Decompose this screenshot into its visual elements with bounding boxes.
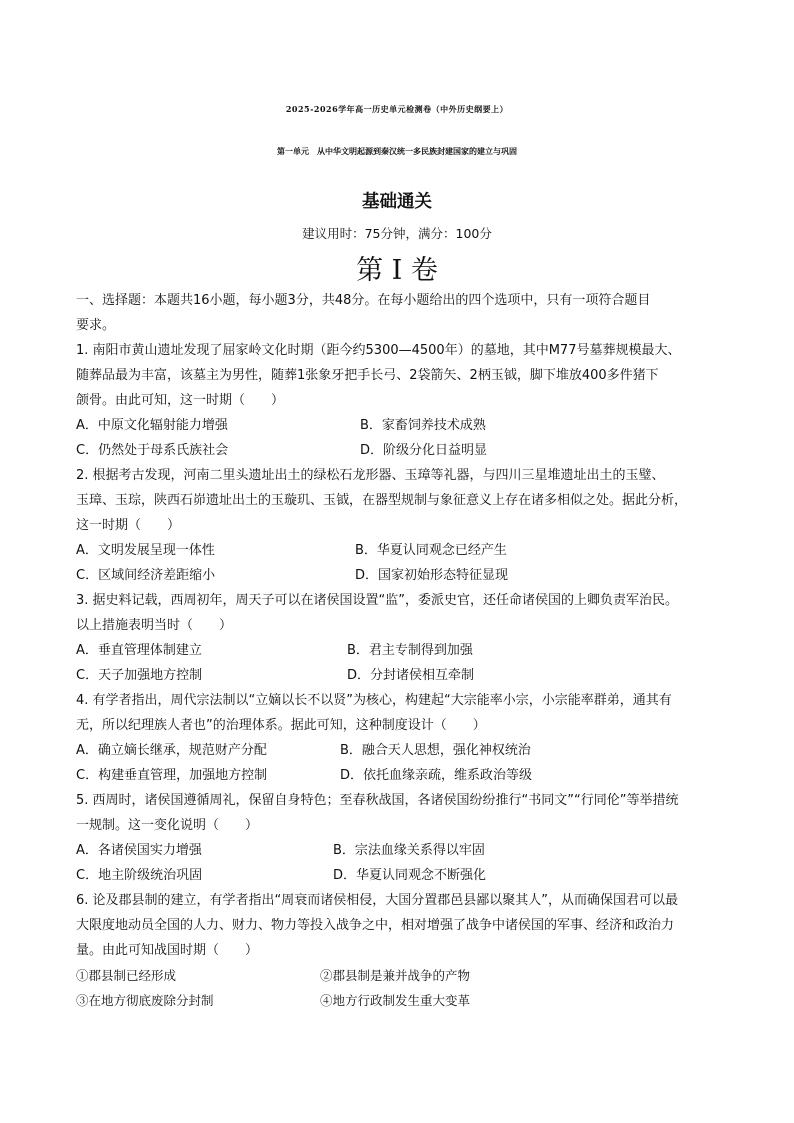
exam-subtitle: 基础通关 bbox=[362, 192, 432, 212]
question-6-statement-4[interactable]: ④地方行政制发生重大变革 bbox=[320, 993, 471, 1008]
question-6-statement-1[interactable]: ①郡县制已经形成 bbox=[76, 968, 177, 983]
question-5-option-c[interactable]: C．地主阶级统治巩固 bbox=[76, 868, 203, 883]
question-3-line-1: 3. 据史料记载，西周初年，周天子可以在诸侯国设置“监”，委派史官，还任命诸侯国的上卿负责军治民。 bbox=[76, 593, 679, 608]
part-title: 第 I 卷 bbox=[356, 255, 438, 286]
question-5-option-a[interactable]: A．各诸侯国实力增强 bbox=[76, 843, 202, 858]
question-3-option-d[interactable]: D．分封诸侯相互牵制 bbox=[347, 668, 475, 683]
question-6-line-1: 6. 论及郡县制的建立，有学者指出“周衰而诸侯相侵，大国分置郡邑县鄙以聚其人”，从而确保国君可以最 bbox=[76, 893, 679, 908]
question-5-line-2: 一规制。这一变化说明（ ） bbox=[76, 818, 259, 833]
question-4-line-1: 4. 有学者指出，周代宗法制以“立嫡以长不以贤”为核心，构建起“大宗能率小宗，小宗能率群弟，通其有 bbox=[76, 693, 672, 708]
question-1-line-2: 随葬品最为丰富，该墓主为男性，随葬1张象牙把手长弓、2袋箭矢、2柄玉钺，脚下堆放400多件猪下 bbox=[76, 368, 659, 383]
question-3-option-c[interactable]: C．天子加强地方控制 bbox=[76, 668, 203, 683]
question-1-line-3: 颌骨。由此可知，这一时期（ ） bbox=[76, 393, 285, 408]
section-instruction: 一、选择题：本题共16小题，每小题3分，共48分。在每小题给出的四个选项中，只有一项符合题目 bbox=[76, 293, 651, 308]
section-instruction-cont: 要求。 bbox=[76, 318, 116, 333]
question-6-line-3: 量。由此可知战国时期（ ） bbox=[76, 943, 259, 958]
unit-title: 第一单元 从中华文明起源到秦汉统一多民族封建国家的建立与巩固 bbox=[277, 146, 517, 156]
question-5-option-d[interactable]: D．华夏认同观念不断强化 bbox=[333, 868, 487, 883]
question-1-line-1: 1. 南阳市黄山遗址发现了屈家岭文化时期（距今约5300—4500年）的墓地，其中M77号墓葬规模最大、 bbox=[76, 343, 681, 358]
question-4-option-d[interactable]: D．依托血缘亲疏，维系政治等级 bbox=[340, 768, 533, 783]
question-3-option-b[interactable]: B．君主专制得到加强 bbox=[347, 643, 473, 658]
question-4-line-2: 无，所以纪理族人者也”的治理体系。据此可知，这种制度设计（ ） bbox=[76, 718, 486, 733]
question-2-option-d[interactable]: D．国家初始形态特征显现 bbox=[355, 568, 509, 583]
time-info: 建议用时：75分钟，满分：100分 bbox=[302, 226, 492, 241]
question-2-line-2: 玉璋、玉琮，陕西石峁遗址出土的玉璇玑、玉钺，在器型规制与象征意义上存在诸多相似之处。据此分析， bbox=[76, 493, 688, 508]
question-2-option-a[interactable]: A．文明发展呈现一体性 bbox=[76, 543, 215, 558]
question-2-option-b[interactable]: B．华夏认同观念已经产生 bbox=[355, 543, 507, 558]
question-4-option-a[interactable]: A．确立嫡长继承，规范财产分配 bbox=[76, 743, 267, 758]
question-3-option-a[interactable]: A．垂直管理体制建立 bbox=[76, 643, 202, 658]
question-2-line-3: 这一时期（ ） bbox=[76, 518, 181, 533]
question-1-option-a[interactable]: A．中原文化辐射能力增强 bbox=[76, 418, 228, 433]
question-1-option-c[interactable]: C．仍然处于母系氏族社会 bbox=[76, 443, 229, 458]
question-6-statement-3[interactable]: ③在地方彻底废除分封制 bbox=[76, 993, 214, 1008]
question-4-option-c[interactable]: C．构建垂直管理，加强地方控制 bbox=[76, 768, 268, 783]
question-2-option-c[interactable]: C．区域间经济差距缩小 bbox=[76, 568, 216, 583]
question-6-statement-2[interactable]: ②郡县制是兼并战争的产物 bbox=[320, 968, 471, 983]
question-4-option-b[interactable]: B．融合天人思想，强化神权统治 bbox=[340, 743, 531, 758]
question-6-line-2: 大限度地动员全国的人力、财力、物力等投入战争之中，相对增强了战争中诸侯国的军事、经济和政治力 bbox=[76, 918, 675, 933]
question-5-line-1: 5. 西周时，诸侯国遵循周礼，保留自身特色；至春秋战国，各诸侯国纷纷推行“书同文”“行同伦”等举措统 bbox=[76, 793, 679, 808]
question-5-option-b[interactable]: B．宗法血缘关系得以牢固 bbox=[333, 843, 485, 858]
exam-title: 2025-2026学年高一历史单元检测卷（中外历史纲要上） bbox=[285, 104, 509, 114]
question-2-line-1: 2. 根据考古发现，河南二里头遗址出土的绿松石龙形器、玉璋等礼器，与四川三星堆遗址出土的玉璧、 bbox=[76, 468, 665, 483]
question-3-line-2: 以上措施表明当时（ ） bbox=[76, 618, 233, 633]
question-1-option-d[interactable]: D．阶级分化日益明显 bbox=[360, 443, 488, 458]
question-1-option-b[interactable]: B．家畜饲养技术成熟 bbox=[360, 418, 486, 433]
